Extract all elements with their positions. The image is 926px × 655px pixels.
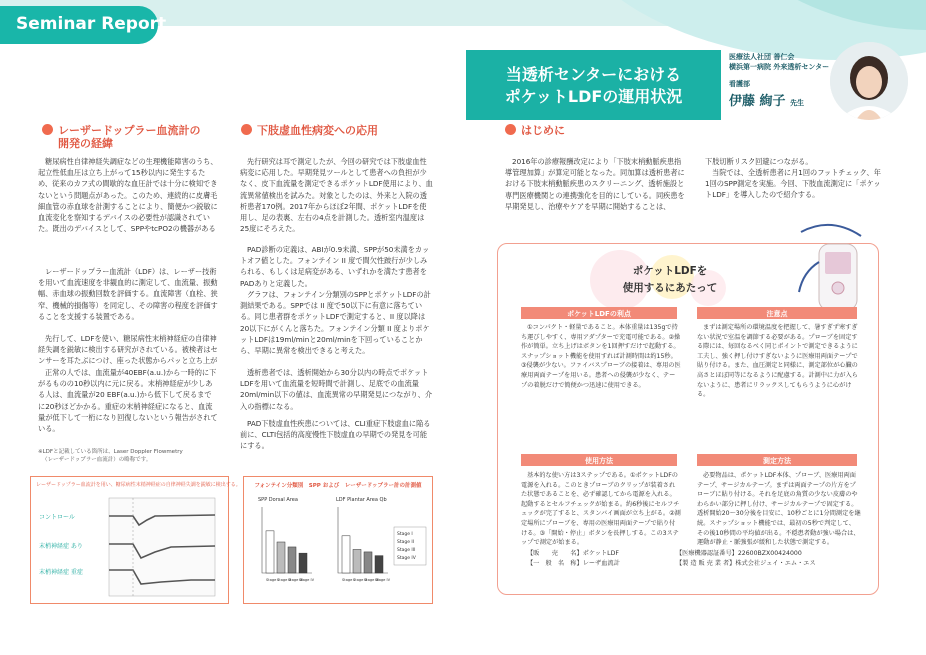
bar [342, 536, 350, 573]
legend-label: Stage III [397, 548, 416, 553]
section-bar-cautions: 注意点 [697, 307, 857, 319]
author-name [729, 90, 804, 109]
paragraph: 先行して、LDFを使い、糖尿病性末梢神経症の自律神経失調を鋭敏に検出する研究がされている。被検者はセンサーを耳たぶにつけ、座った状態からパッと立ち上が [38, 334, 218, 366]
caption-part: フォンテイン分類別 [254, 483, 304, 489]
box-title-line: 使用するにあたって [622, 282, 718, 294]
title-line-2: ポケットLDFの運用状況 [504, 87, 683, 106]
paragraph: 下肢切断リスク回避につながる。 [705, 157, 813, 166]
box-paragraph: ①コンパクト・軽量であること。本体重量は135gで持ち運びしやすく、専用アダプターで充電可能である。②操作が簡単。立ち上げはボタンを1回押すだけで起動する。スナップショット機能を使用すれば計測時間は約15秒。③侵襲が少ない。ファイバスプローブの接着は、専用の医療用両面テープを用いる。患者への侵襲が少なく、テープの着脱だけで簡便かつ迅速に使用できる。 [521, 324, 681, 389]
paragraph: 糖尿病性自律神経失調症などの生理機能障害のうち、起立性低血圧は立ち上がって15秒以内に発生するため、従来のカフ式の間歇的な血圧計では十分に検知できないという問題点があった。このため、連続的に皮膚毛細血管の赤血球を計測することにより、簡便かつ鋭敏に血流変化を察知するデバイスの必要性が認識されていた。既出のデバイスとして、SPPやtcPO2の機器がある [38, 157, 218, 234]
section-bar-measurement: 測定方法 [697, 454, 857, 466]
org-line-1: 医療法人社団 善仁会 [729, 53, 795, 61]
section-bullet-icon [42, 124, 53, 135]
paragraph: PAD診断の定義は、ABIが0.9未満、SPPが50未満をカットオフ値とした。フォンテイン II 度で間欠性跛行が少しみられる、もしくは足病変がある、いずれかを満たす患者をPADありと定義した。 [240, 245, 430, 288]
heading-lower-limb [241, 124, 378, 137]
section-bar-usage: 使用方法 [521, 454, 677, 466]
spec-line [676, 559, 816, 569]
section-bar-advantages: ポケットLDFの利点 [521, 307, 677, 319]
org-line-2: 横浜第一病院 外来透析センター [729, 63, 830, 71]
paragraph: PAD下肢虚血性疾患については、CLI重症下肢虚血に陥る前に、CLTI包括的高度慢性下肢虚血の早期での発見を可能にする。 [240, 419, 431, 451]
spec-label: 【販 売 名】 [527, 550, 583, 557]
heading-line-1: レーザードップラー血流計の [58, 124, 201, 137]
title-line-1: 当透析センターにおける [505, 65, 682, 84]
bar [353, 549, 361, 573]
portrait-icon [830, 42, 908, 120]
spec-label: 【一 般 名 称】 [527, 560, 583, 567]
spec-label: 【製 造 販 売 業 者】 [676, 560, 736, 567]
tick-label: Stage II [353, 578, 367, 582]
spec-line [527, 559, 620, 569]
panel-title: LDF Plantar Area Qb [336, 497, 387, 503]
footnote: ※LDFと記載している箇所は、Laser Doppler Flowmetry [38, 449, 183, 455]
spec-line [527, 549, 619, 559]
tick-label: Stage I [266, 578, 279, 582]
paragraph: 先行研究は耳で測定したが、今回の研究では下肢虚血性病変に応用した。早期発見ツールとして患者への負担が少なく、皮下血流量を測定できるポケットLDF使用により、血流異常値検出を試みた。対象としたのは、外来と入院の透析患者170例。2017年からほぼ2年間、ポケットLDFを使用し、足の表裏、左右の4点を計測した。透析室内温度は25度にそろえた。 [240, 157, 433, 234]
tick-label: Stage III [364, 578, 379, 582]
article-title [466, 50, 721, 120]
caption-part: レーザードップラー計の計測値 [344, 483, 422, 489]
legend-label: Stage IV [397, 556, 416, 561]
bar [299, 553, 307, 573]
series-label: コントロール [39, 514, 75, 521]
bar [375, 556, 383, 573]
ldf-trace-chart [30, 476, 241, 604]
author-name-text: 伊藤 絢子 [729, 94, 786, 109]
tick-label: Stage II [277, 578, 291, 582]
tick-label: Stage IV [299, 578, 315, 582]
paragraph: 正常の人では、血流量が40EBF(a.u.)から一時的に下がるものの10秒以内に元に戻る。末梢神経症が少しある人は、血流量が20 EBF(a.u.)から低下して戻るまでに20秒ほどかかる。重症の末梢神経症になると、血流量が低下して一桁になり回復しないという報告がされている。 [38, 368, 218, 434]
section-bullet-icon [505, 124, 516, 135]
paragraph: 当院では、全透析患者に月1回のフットチェック、年1回のSPP測定を実施。今回、下肢血流測定に「ポケットLDF」を導入したので紹介する。 [705, 168, 881, 200]
box-title-line: ポケットLDFを [632, 265, 708, 277]
spec-line [676, 549, 802, 559]
box-paragraph: 基本的な使い方は3ステップである。①ポケットLDFの電源を入れる。このときプローブのクリップが装着された状態であることを、必ず確認してから電源を入れる。起動するとセルフチェックが始まる。約6秒後にセルフチェックが完了すると、スタンバイ画面が立ち上がる。②測定場所にプローブを、専用の医療用両面テープで貼り付ける。③「開始・停止」ボタンを長押しする。この3ステップで測定が始まる。 [521, 472, 681, 546]
spec-label: 【医療機器認証番号】 [676, 550, 738, 557]
bar [288, 547, 296, 573]
fontaine-chart [243, 476, 433, 604]
chart-caption [244, 477, 432, 493]
section-tab: Seminar Report [0, 6, 158, 44]
spec-value: 株式会社ジェイ・エム・エス [735, 560, 816, 567]
legend-label: Stage I [397, 532, 413, 537]
author-photo [830, 42, 908, 120]
paragraph: 透析患者では、透析開始から30分以内の時点でポケットLDFを用いて血流量を短時間で計測し、足底での血流量20ml/min以下の値は、血流異常の早期発見につながり、介入の指標になる。 [240, 368, 433, 411]
legend-label: Stage II [397, 540, 415, 545]
spec-value: 22600BZX00424000 [737, 550, 802, 557]
section-bullet-icon [241, 124, 252, 135]
series-label: 末梢神経症 あり [39, 543, 83, 550]
author-org [729, 52, 829, 72]
tick-label: Stage IV [375, 578, 391, 582]
heading-ldf-history [42, 124, 201, 150]
footnote: （レーザードップラー血流計）の略称です。 [42, 457, 152, 463]
box-paragraph: まずは測定場所の環境温度を把握して、暑すぎず寒すぎない状況で室温を調節する必要がある。プローブを固定する際には、毎回なるべく同じポイントで測定できるように工夫し、強く押し付けすぎないように医療用両面テープで貼り付ける。また、血圧測定と同様に、測定部位が心臓の高さとほぼ同等になるように配慮する。計測中に力が入らないように、患者にリラックスしてもらうように心がける。 [697, 324, 858, 399]
heading-intro [505, 124, 565, 137]
box-title [605, 263, 735, 297]
heading-line-2: 開発の経緯 [58, 137, 113, 150]
heading-text: 下肢虚血性病変への応用 [257, 124, 378, 137]
author-suffix: 先生 [790, 99, 805, 107]
heading-text: はじめに [521, 124, 565, 137]
box-paragraph: 必要物品は、ポケットLDF本体、プローブ、医療用両面テープ、サージカルテープ。まずは両面テープの片方をプローブに貼り付ける。それを足底の角質の少ない皮膚のやわらかい部分に押し付け、サージカルテープで固定する。透析開始20〜30分後を目安に、10秒ごとに1分間測定を継続。スナップショット機能では、最初の5秒で判定して、その後10秒間の平均値が出る。不穏患者動が強い場合は、運動が静止・脈強張が緩和した状態で測定する。 [697, 472, 861, 546]
series-label: 末梢神経症 重症 [39, 569, 83, 576]
trace-plot [31, 492, 228, 600]
spec-value: ポケットLDF [582, 550, 619, 557]
panel-title: SPP Dorsal Area [258, 497, 298, 503]
chart-caption: レーザードップラー血流計を用い、糖尿病性末梢神経症の自律神経失調を鋭敏に検出する。 [36, 482, 241, 488]
tick-label: Stage III [288, 578, 303, 582]
spec-value: レーザ血流計 [582, 560, 620, 567]
tick-label: Stage I [342, 578, 355, 582]
author-role: 看護部 [729, 80, 750, 88]
bar [266, 531, 274, 573]
bar [364, 552, 372, 573]
bar-plot [244, 493, 432, 601]
bar [277, 542, 285, 573]
paragraph: グラフは、フォンテイン分類別のSPPとポケットLDFの計測結果である。SPPでは II 度で50以下に有意に落ちている。同じ患者群をポケットLDFで測定すると、II 度以降は20以下にがくんと落ちた。フォンテイン分類 II 度よりポケットLDFは19ml/minと20ml/minを下回っていることから、早期に異常を検出できると考えた。 [240, 290, 431, 356]
caption-part: SPP および [308, 483, 340, 489]
paragraph: 2016年の診療報酬改定により「下肢末梢動脈疾患指導管理加算」が算定可能となった。同加算は透析患者における下肢末梢動脈疾患のスクリーニング、透析施設と専門医療機関との連携強化を目的にしている。同疾患を早期発見し、治療やケアを早期に開始することは、 [505, 157, 685, 211]
paragraph: レーザードップラー血流計（LDF）は、レーザー技術を用いて血流速度を非観血的に測定して、血流量、振動幅、赤血球の振動回数を評価する。血流障害（血栓、狭窄、機械的損傷等）を同定し、その障害の程度を評価することを支援する装置である。 [38, 267, 218, 321]
